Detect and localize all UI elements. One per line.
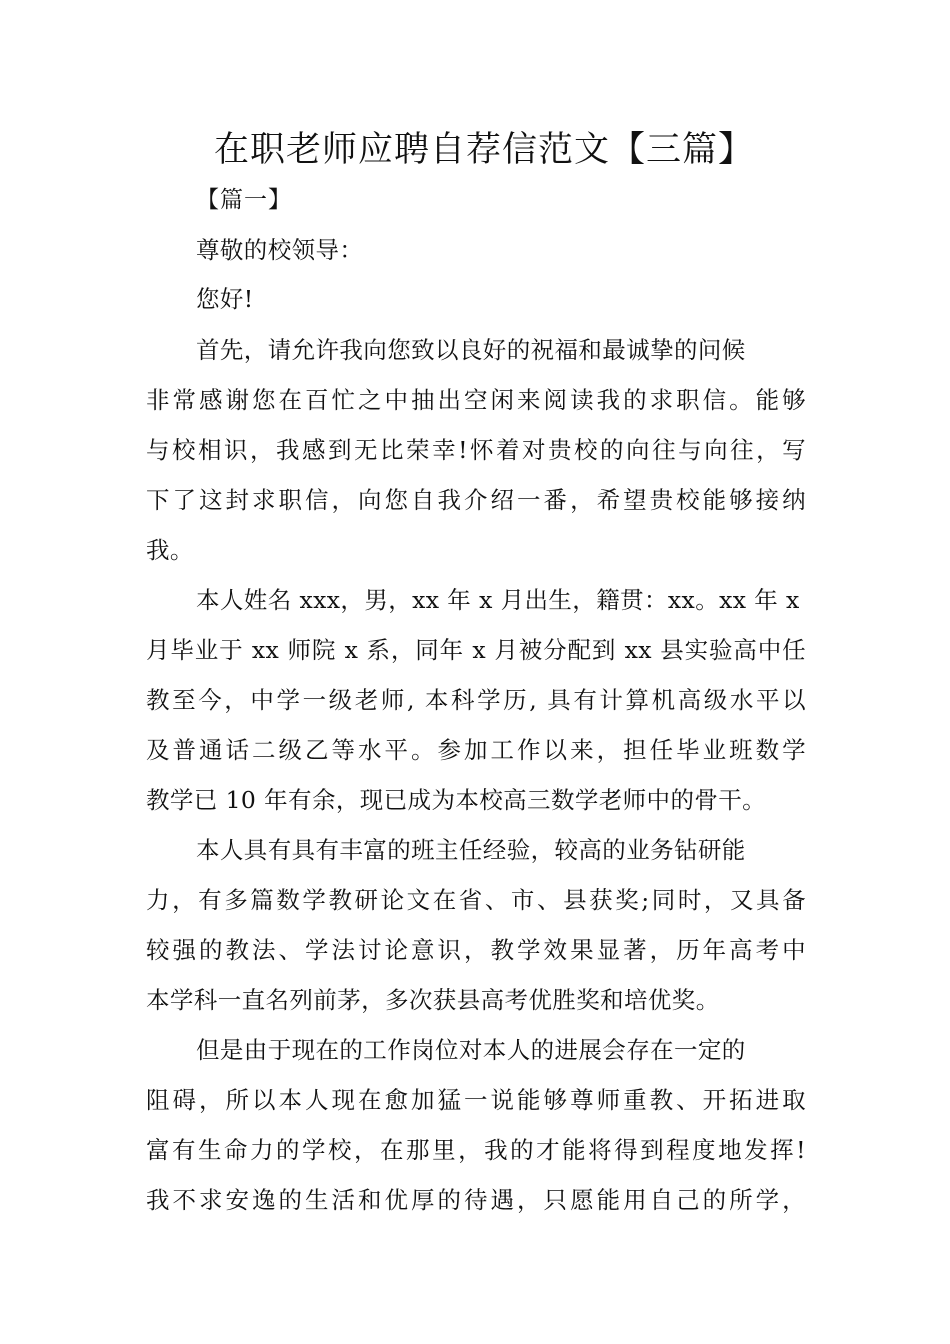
paragraph-line: 教至今，中学一级老师, 本科学历, 具有计算机高级水平以 [146, 686, 806, 714]
section-label: 【篇一】 [196, 187, 292, 213]
paragraph-line: 下了这封求职信，向您自我介绍一番，希望贵校能够接纳 [146, 486, 806, 514]
paragraph-line: 非常感谢您在百忙之中抽出空闲来阅读我的求职信。能够 [146, 386, 806, 414]
paragraph-line: 本学科一直名列前茅，多次获县高考优胜奖和培优奖。 [146, 986, 720, 1014]
paragraph-line: 但是由于现在的工作岗位对本人的进展会存在一定的 [196, 1036, 746, 1064]
paragraph-line: 本人具有具有丰富的班主任经验，较高的业务钻研能 [196, 836, 746, 864]
greeting: 您好! [196, 285, 254, 313]
paragraph-line: 富有生命力的学校，在那里，我的才能将得到程度地发挥! [146, 1136, 806, 1164]
paragraph-line: 本人姓名 xxx，男，xx 年 x 月出生，籍贯：xx。xx 年 x [196, 586, 800, 614]
paragraph-line: 我不求安逸的生活和优厚的待遇，只愿能用自己的所学， [146, 1186, 806, 1214]
paragraph-line: 我。 [146, 536, 194, 564]
paragraph-line: 力，有多篇数学教研论文在省、市、县获奖;同时，又具备 [146, 886, 806, 914]
paragraph-line: 首先，请允许我向您致以良好的祝福和最诚挚的问候 [196, 336, 746, 364]
document-title: 在职老师应聘自荐信范文【三篇】 [213, 130, 754, 170]
paragraph-line: 教学已 10 年有余，现已成为本校高三数学老师中的骨干。 [146, 786, 767, 814]
paragraph-line: 阻碍，所以本人现在愈加猛一说能够尊师重教、开拓进取 [146, 1086, 806, 1114]
paragraph-line: 较强的教法、学法讨论意识，教学效果显著，历年高考中 [146, 936, 806, 964]
paragraph-line: 月毕业于 xx 师院 x 系，同年 x 月被分配到 xx 县实验高中任 [146, 636, 806, 664]
salutation: 尊敬的校领导： [196, 236, 364, 264]
paragraph-line: 与校相识，我感到无比荣幸!怀着对贵校的向往与向往，写 [146, 436, 806, 464]
paragraph-line: 及普通话二级乙等水平。参加工作以来，担任毕业班数学 [146, 736, 806, 764]
